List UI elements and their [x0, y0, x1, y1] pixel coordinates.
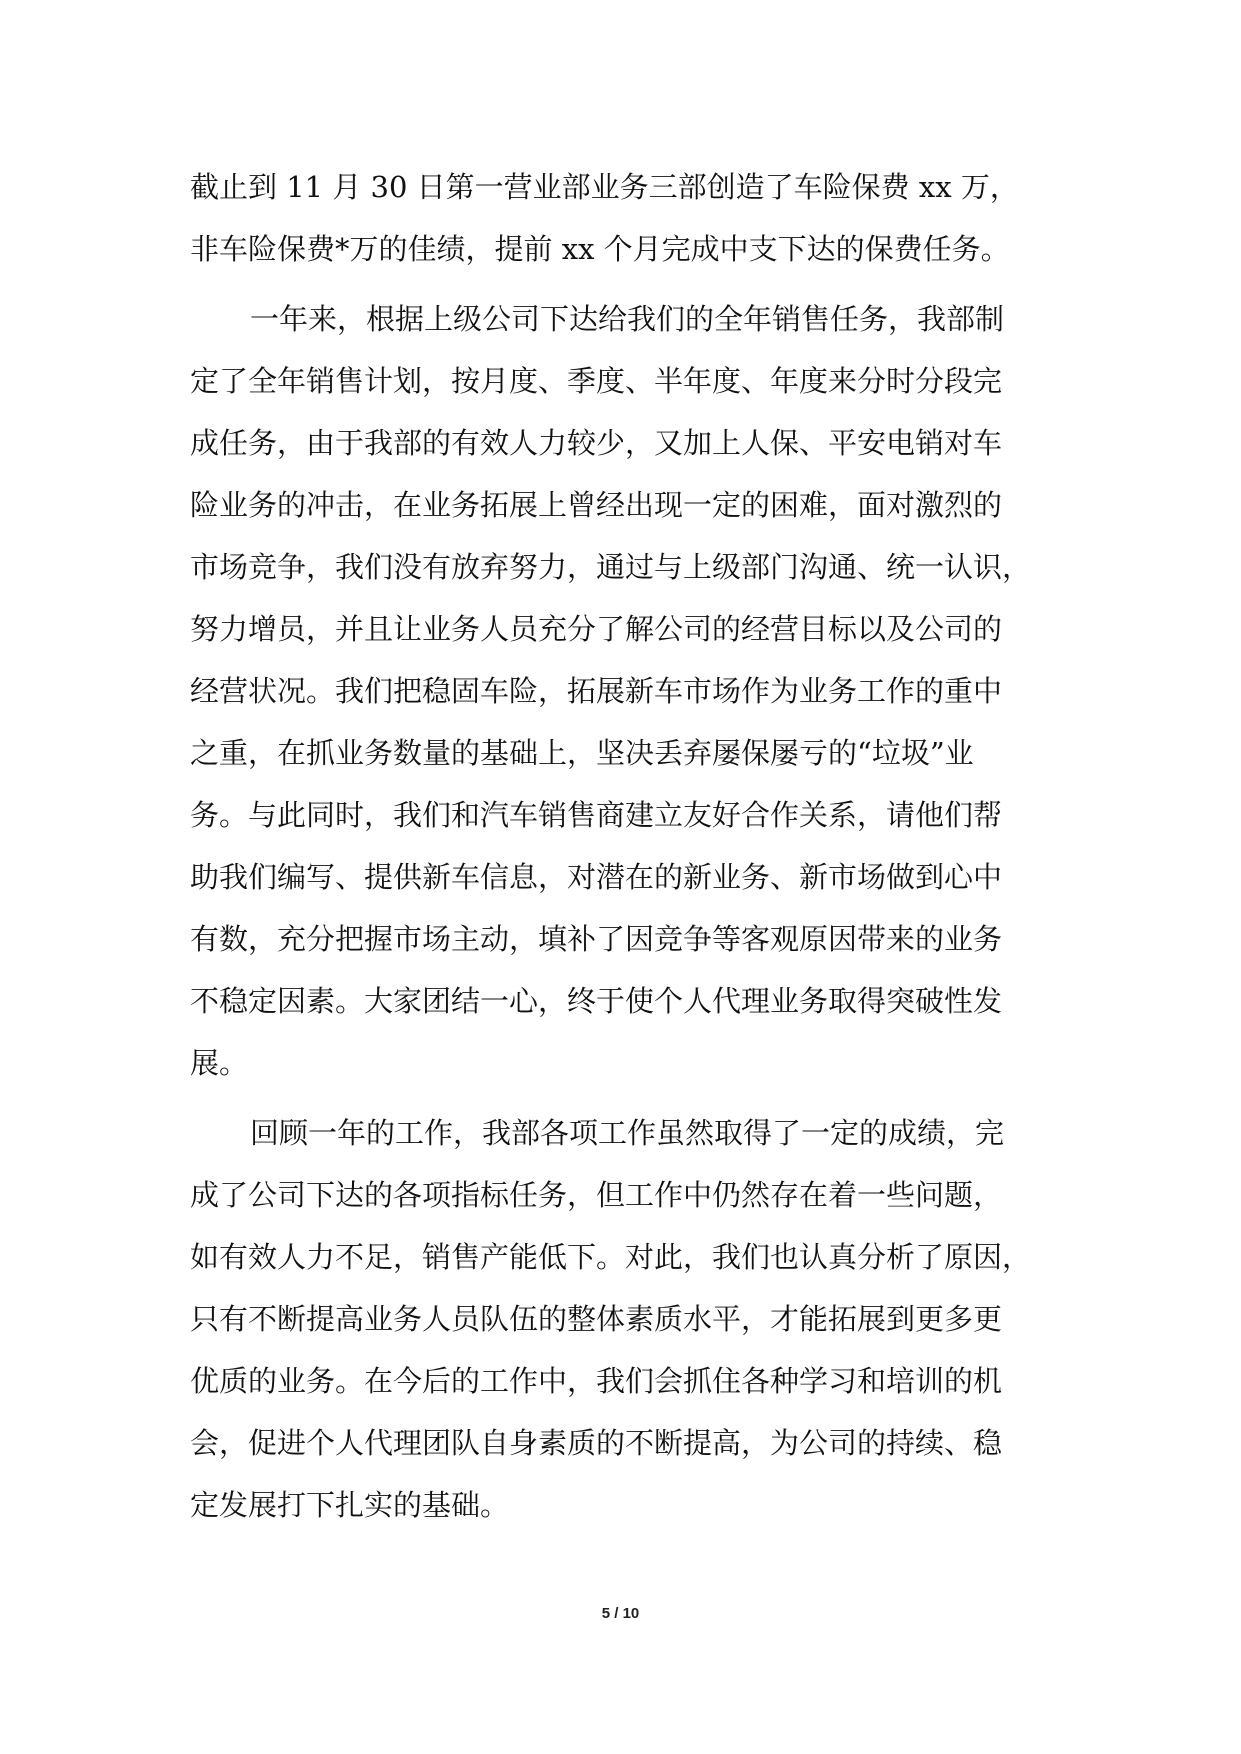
text-line: 一年来，根据上级公司下达给我们的全年销售任务，我部制 [250, 302, 1005, 336]
text-line: 定了全年销售计划，按月度、季度、半年度、年度来分时分段完 [190, 364, 1003, 398]
document-body [190, 156, 1070, 1536]
paragraph-2 [190, 288, 1070, 1094]
text-line: 有数，充分把握市场主动，填补了因竞争等客观原因带来的业务 [190, 922, 1003, 956]
page-number: 5 / 10 [601, 1605, 640, 1622]
text-line: 定发展打下扎实的基础。 [190, 1488, 510, 1522]
text-line: 会，促进个人代理团队自身素质的不断提高，为公司的持续、稳 [190, 1426, 1003, 1460]
paragraph-1 [190, 156, 1070, 280]
text-line: 回顾一年的工作，我部各项工作虽然取得了一定的成绩，完 [250, 1116, 1005, 1150]
text-line: 优质的业务。在今后的工作中，我们会抓住各种学习和培训的机 [190, 1364, 1003, 1398]
text-line: 助我们编写、提供新车信息，对潜在的新业务、新市场做到心中 [190, 860, 1003, 894]
paragraph-3 [190, 1102, 1070, 1536]
text-line: 务。与此同时，我们和汽车销售商建立友好合作关系，请他们帮 [190, 798, 1003, 832]
text-line: 成了公司下达的各项指标任务，但工作中仍然存在着一些问题， [190, 1178, 1003, 1212]
text-line: 险业务的冲击，在业务拓展上曾经出现一定的困难，面对激烈的 [190, 488, 1003, 522]
text-line: 截止到 11 月 30 日第一营业部业务三部创造了车险保费 xx 万， [190, 170, 1019, 204]
text-line: 经营状况。我们把稳固车险，拓展新车市场作为业务工作的重中 [190, 674, 1003, 708]
text-line: 成任务，由于我部的有效人力较少，又加上人保、平安电销对车 [190, 426, 1003, 460]
text-line: 努力增员，并且让业务人员充分了解公司的经营目标以及公司的 [190, 612, 1003, 646]
text-line: 非车险保费*万的佳绩，提前 xx 个月完成中支下达的保费任务。 [190, 232, 1010, 266]
text-line: 之重，在抓业务数量的基础上，坚决丢弃屡保屡亏的“垃圾”业 [190, 736, 974, 770]
text-line: 市场竞争，我们没有放弃努力，通过与上级部门沟通、统一认识， [190, 550, 1032, 584]
text-line: 如有效人力不足，销售产能低下。对此，我们也认真分析了原因， [190, 1240, 1032, 1274]
text-line: 展。 [190, 1046, 249, 1080]
text-line: 只有不断提高业务人员队伍的整体素质水平，才能拓展到更多更 [190, 1302, 1003, 1336]
text-line: 不稳定因素。大家团结一心，终于使个人代理业务取得突破性发 [190, 984, 1003, 1018]
